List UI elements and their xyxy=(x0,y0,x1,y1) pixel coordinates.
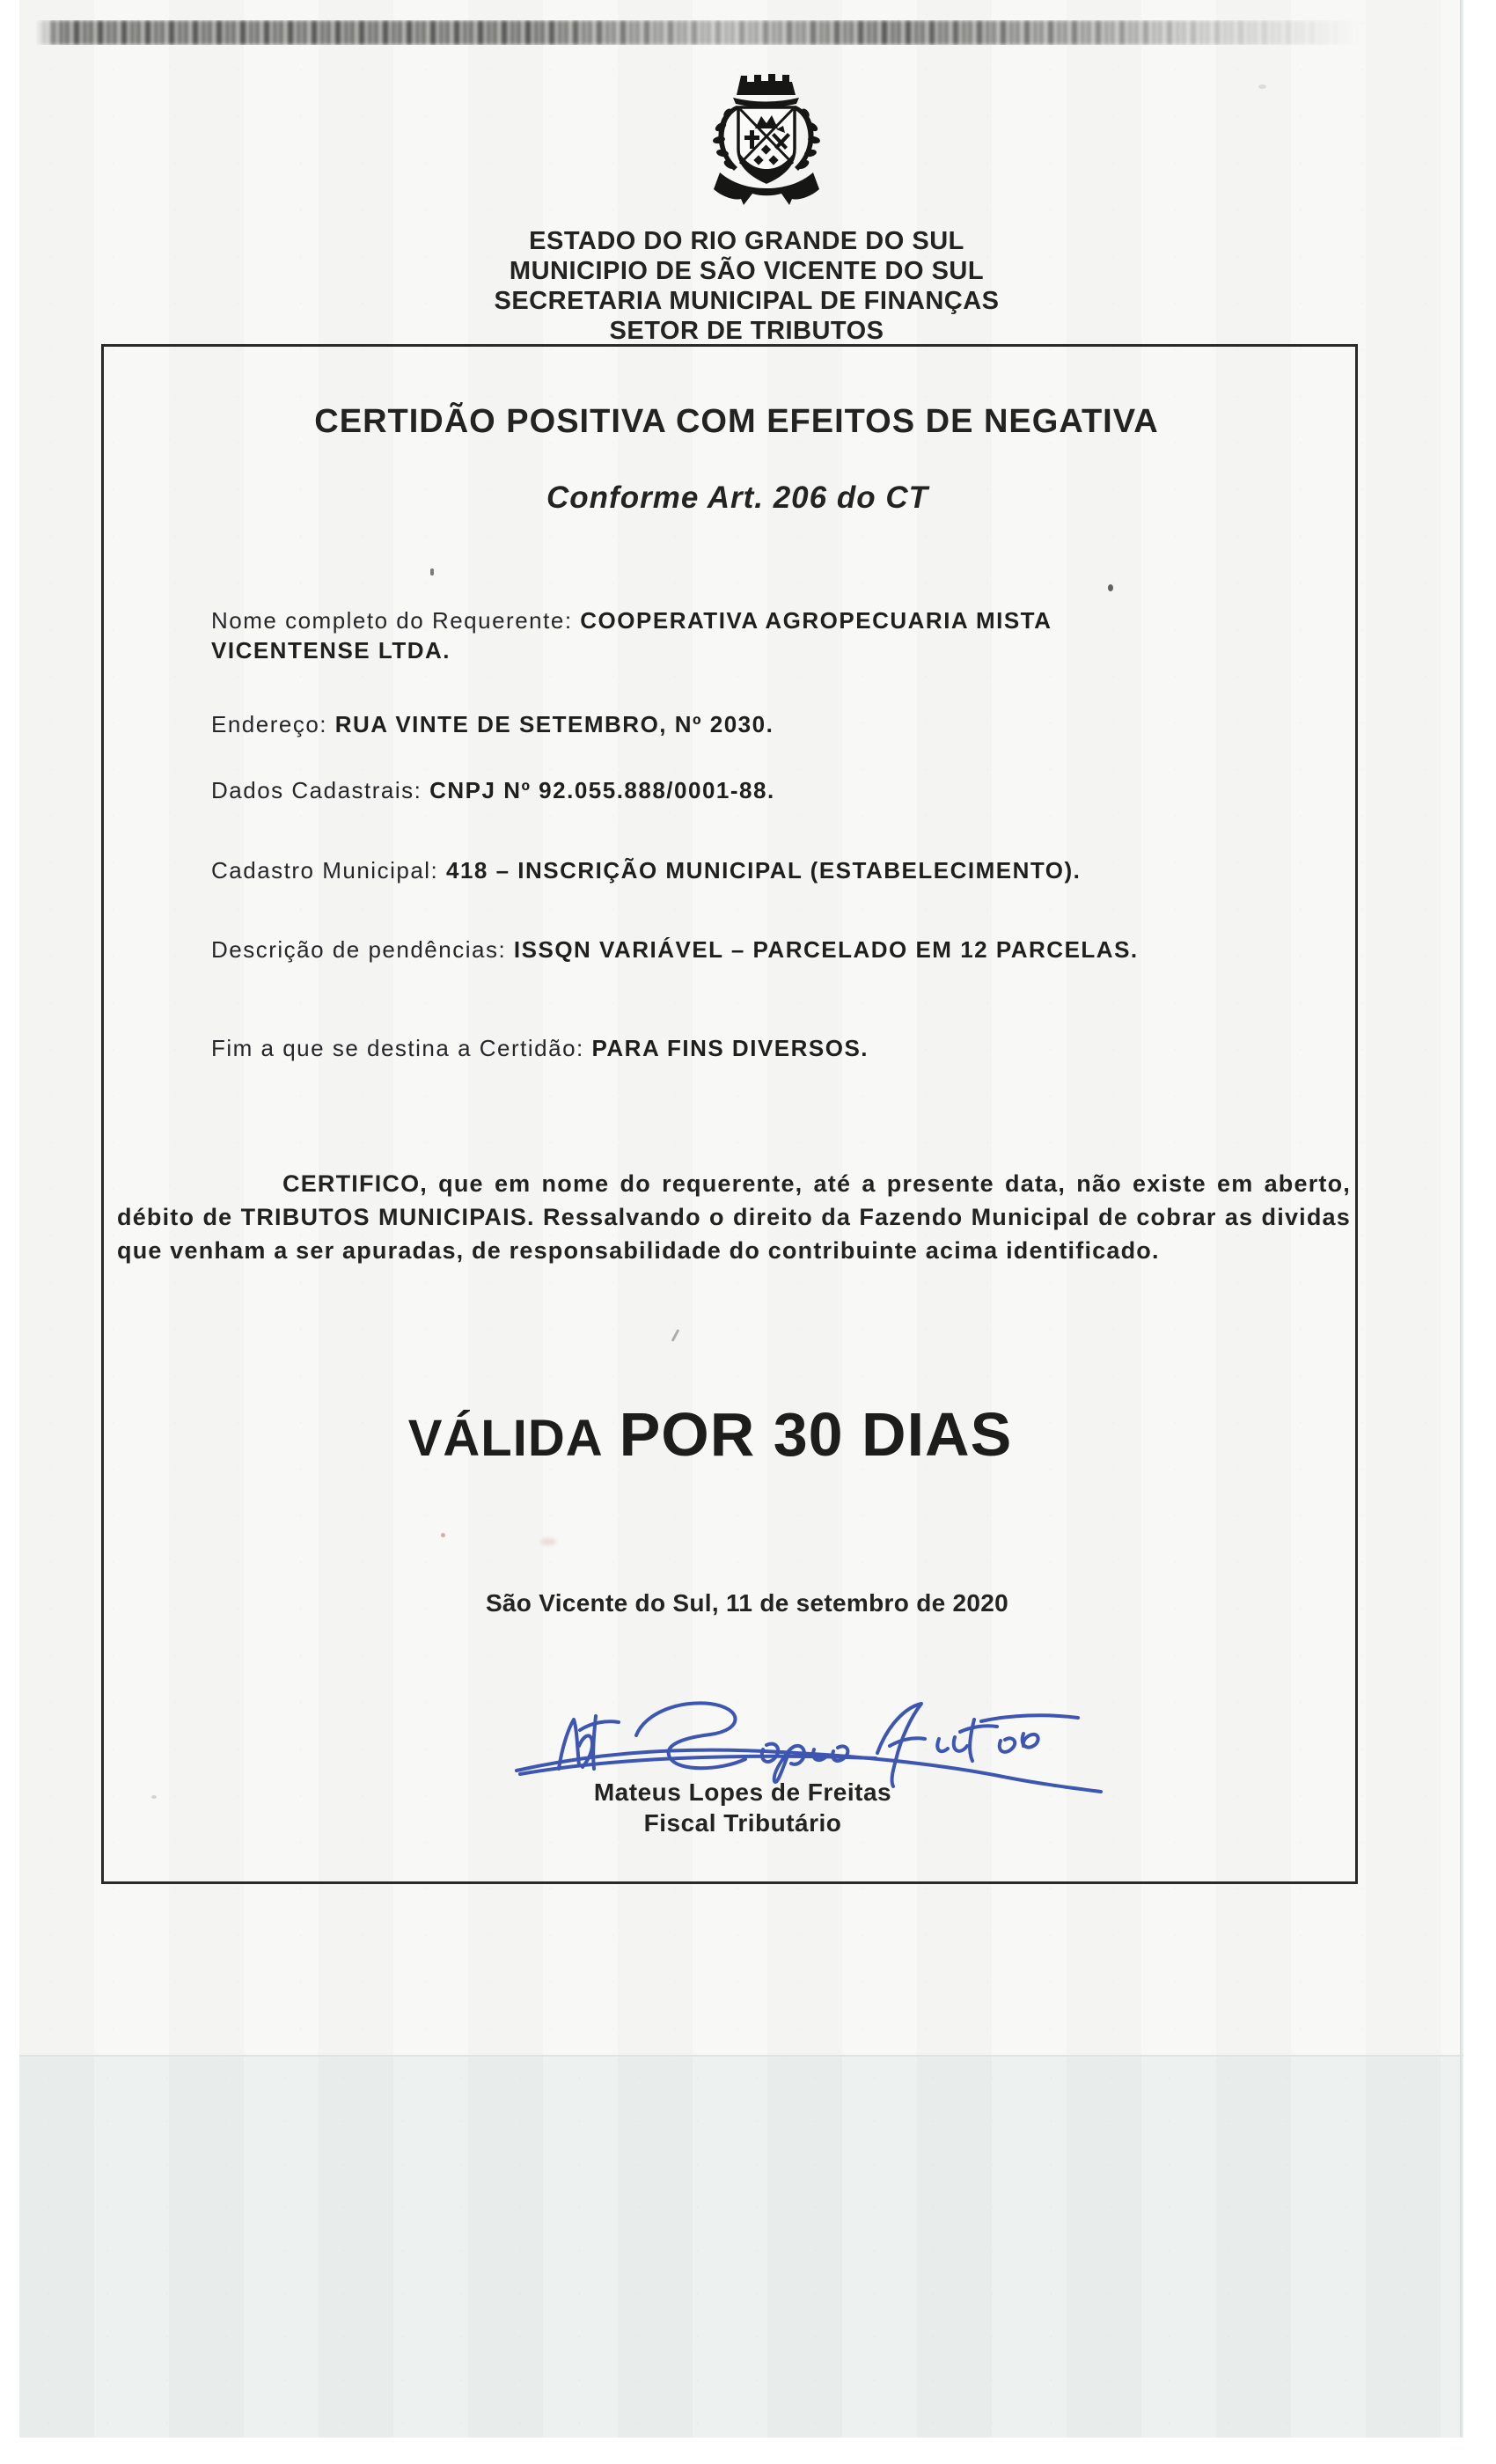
field-municipal-registration xyxy=(211,855,1382,885)
field-value: RUA VINTE DE SETEMBRO, Nº 2030. xyxy=(334,711,774,737)
signer-name: Mateus Lopes de Freitas xyxy=(593,1778,892,1806)
org-header-line-municipality: MUNICIPIO DE SÃO VICENTE DO SUL xyxy=(509,257,985,285)
scan-speck xyxy=(1258,84,1266,89)
scan-speck xyxy=(151,1795,157,1799)
org-header-line-state: ESTADO DO RIO GRANDE DO SUL xyxy=(529,227,964,255)
validity-statement xyxy=(84,1399,1336,1470)
field-value: COOPERATIVA AGROPECUARIA MISTA VICENTENSE LTDA. xyxy=(211,607,1052,664)
signer-role: Fiscal Tributário xyxy=(643,1809,842,1837)
certificate-title: CERTIDÃO POSITIVA COM EFEITOS DE NEGATIVA xyxy=(314,403,1159,440)
place-and-date-line: São Vicente do Sul, 11 de setembro de 2020 xyxy=(485,1589,1009,1617)
field-certificate-purpose xyxy=(211,1033,1382,1063)
validity-word-por-30-dias: POR 30 DIAS xyxy=(619,1400,1013,1469)
certificate-border-box xyxy=(101,344,1358,1884)
scan-speck xyxy=(1108,584,1113,591)
certification-paragraph: CERTIFICO, que em nome do requerente, até a presente data, não existe em aberto, débito de TRIBUTOS MUNICIPAIS. Ressalvando o direito da Fazendo Municipal de cobrar as dividas que venham a ser apuradas, de responsabilidade do contribuinte acima identificado. xyxy=(117,1170,1351,1264)
field-value: ISSQN VARIÁVEL – PARCELADO EM 12 PARCELAS. xyxy=(513,936,1139,963)
scan-speck xyxy=(441,1533,445,1537)
field-value: 418 – INSCRIÇÃO MUNICIPAL (ESTABELECIMENTO). xyxy=(446,857,1082,884)
field-pending-issues xyxy=(211,935,1382,964)
field-requester-name xyxy=(211,605,1109,665)
field-label: Nome completo do Requerente: xyxy=(211,607,581,634)
document-page xyxy=(19,0,1463,2055)
field-label: Dados Cadastrais: xyxy=(211,777,430,803)
scan-speck xyxy=(430,568,434,576)
org-header-line-secretariat: SECRETARIA MUNICIPAL DE FINANÇAS xyxy=(494,287,1000,315)
field-value: CNPJ Nº 92.055.888/0001-88. xyxy=(429,777,775,803)
field-value: PARA FINS DIVERSOS. xyxy=(591,1035,869,1061)
field-label: Cadastro Municipal: xyxy=(211,857,446,884)
org-header xyxy=(25,226,1469,346)
field-address xyxy=(211,709,1382,739)
scanner-artifact-band xyxy=(35,20,1360,45)
scanner-backing-sheet xyxy=(19,2055,1463,2438)
validity-word-valida: VÁLIDA xyxy=(407,1410,604,1467)
field-label: Endereço: xyxy=(211,711,335,737)
scan-speck xyxy=(540,1538,556,1545)
org-header-line-sector: SETOR DE TRIBUTOS xyxy=(609,317,884,345)
field-registry-data xyxy=(211,775,1382,805)
field-label: Fim a que se destina a Certidão: xyxy=(211,1035,592,1061)
field-label: Descrição de pendências: xyxy=(211,936,514,963)
municipal-coat-of-arms-icon xyxy=(704,65,829,206)
certificate-subtitle: Conforme Art. 206 do CT xyxy=(546,480,928,515)
